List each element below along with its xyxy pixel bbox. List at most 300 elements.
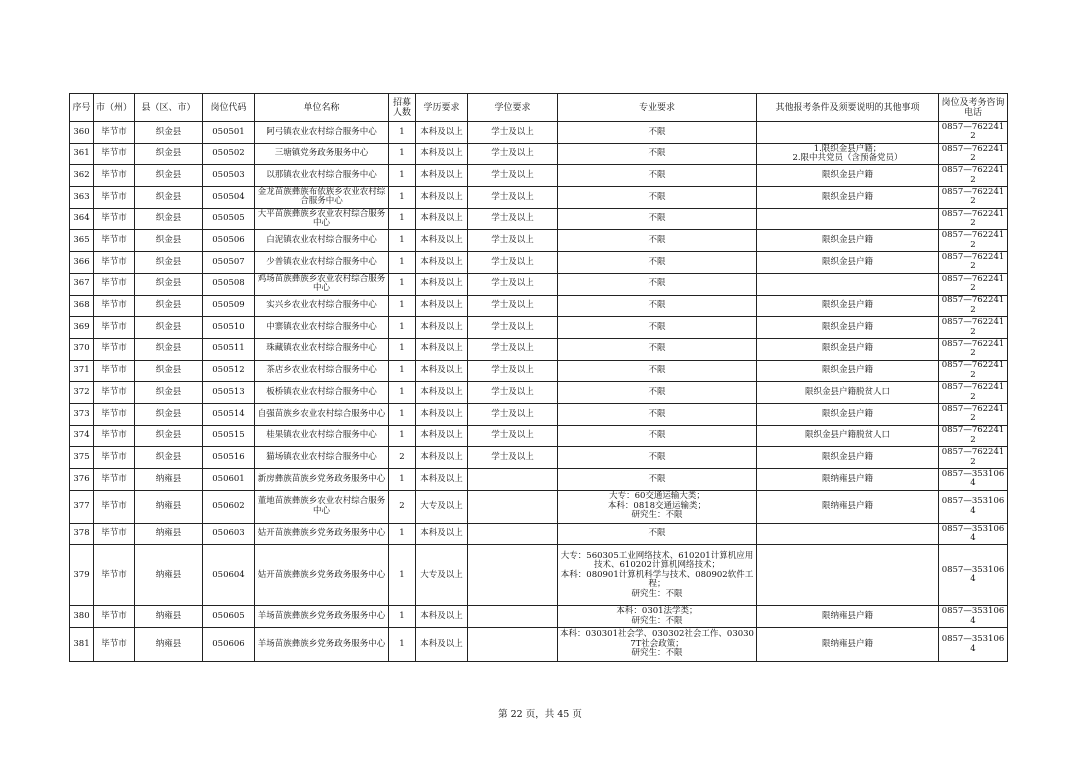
cell-seq: 360	[70, 122, 94, 144]
cell-county: 织金县	[135, 295, 203, 317]
cell-phone: 0857—7622412	[939, 447, 1008, 469]
cell-num: 1	[389, 523, 416, 545]
cell-edu: 本科及以上	[416, 382, 468, 404]
cell-other-line: 限织金县户籍脱贫人口	[804, 386, 890, 397]
cell-num: 1	[389, 122, 416, 144]
cell-other	[757, 187, 939, 209]
cell-code: 050507	[203, 252, 255, 274]
cell-major-line: 不限	[648, 213, 666, 224]
cell-other	[757, 523, 939, 545]
cell-major	[558, 338, 757, 360]
cell-major	[558, 490, 757, 523]
cell-degree	[468, 628, 558, 662]
cell-major-line: 不限	[648, 126, 666, 137]
cell-other-line: 限纳雍县户籍	[821, 500, 873, 511]
cell-phone: 0857—7622412	[939, 122, 1008, 144]
cell-county: 纳雍县	[135, 606, 203, 628]
cell-county: 织金县	[135, 447, 203, 469]
col-other-header: 其他报考条件及须要说明的其他事项	[757, 94, 939, 122]
cell-other	[757, 382, 939, 404]
cell-num: 2	[389, 490, 416, 523]
cell-seq: 366	[70, 252, 94, 274]
recruitment-table-container	[69, 93, 1007, 662]
cell-code: 050501	[203, 122, 255, 144]
cell-phone: 0857—3531064	[939, 606, 1008, 628]
cell-num: 1	[389, 230, 416, 252]
cell-degree: 学士及以上	[468, 403, 558, 425]
cell-seq: 367	[70, 273, 94, 295]
cell-phone: 0857—7622412	[939, 425, 1008, 447]
cell-code: 050605	[203, 606, 255, 628]
cell-county: 织金县	[135, 230, 203, 252]
col-city-header: 市（州）	[94, 94, 135, 122]
cell-major	[558, 523, 757, 545]
cell-county: 纳雍县	[135, 490, 203, 523]
cell-major	[558, 628, 757, 662]
cell-edu: 本科及以上	[416, 447, 468, 469]
cell-seq: 376	[70, 469, 94, 491]
cell-num: 1	[389, 338, 416, 360]
recruitment-table	[69, 93, 1008, 662]
cell-unit: 珠藏镇农业农村综合服务中心	[255, 338, 389, 360]
cell-county: 织金县	[135, 338, 203, 360]
cell-major	[558, 360, 757, 382]
cell-other	[757, 165, 939, 187]
cell-city: 毕节市	[94, 295, 135, 317]
cell-code: 050506	[203, 230, 255, 252]
cell-other	[757, 545, 939, 606]
cell-degree: 学士及以上	[468, 122, 558, 144]
cell-seq: 371	[70, 360, 94, 382]
cell-num: 1	[389, 545, 416, 606]
cell-city: 毕节市	[94, 165, 135, 187]
cell-major-line: 不限	[648, 278, 666, 289]
cell-county: 织金县	[135, 165, 203, 187]
cell-other-line: 限织金县户籍	[821, 169, 873, 180]
cell-unit: 羊场苗族彝族乡党务政务服务中心	[255, 628, 389, 662]
table-row	[70, 273, 1008, 295]
cell-city: 毕节市	[94, 606, 135, 628]
cell-edu: 本科及以上	[416, 628, 468, 662]
cell-other-line: 限织金县户籍	[821, 235, 873, 246]
cell-seq: 373	[70, 403, 94, 425]
cell-unit: 板桥镇农业农村综合服务中心	[255, 382, 389, 404]
cell-major	[558, 187, 757, 209]
cell-edu: 大专及以上	[416, 545, 468, 606]
cell-county: 织金县	[135, 122, 203, 144]
cell-county: 织金县	[135, 208, 203, 230]
cell-seq: 363	[70, 187, 94, 209]
cell-city: 毕节市	[94, 490, 135, 523]
cell-num: 1	[389, 295, 416, 317]
cell-major	[558, 606, 757, 628]
cell-seq: 364	[70, 208, 94, 230]
cell-city: 毕节市	[94, 230, 135, 252]
col-code-header: 岗位代码	[203, 94, 255, 122]
cell-degree	[468, 545, 558, 606]
cell-phone: 0857—7622412	[939, 252, 1008, 274]
table-row	[70, 628, 1008, 662]
cell-num: 1	[389, 143, 416, 165]
cell-county: 纳雍县	[135, 469, 203, 491]
cell-seq: 379	[70, 545, 94, 606]
col-phone-header: 岗位及考务咨询电话	[939, 94, 1008, 122]
cell-other	[757, 252, 939, 274]
cell-edu: 本科及以上	[416, 252, 468, 274]
cell-code: 050604	[203, 545, 255, 606]
cell-major	[558, 545, 757, 606]
cell-city: 毕节市	[94, 523, 135, 545]
table-row	[70, 469, 1008, 491]
cell-code: 050512	[203, 360, 255, 382]
cell-major-line: 研究生：不限	[631, 615, 683, 626]
table-header-row	[70, 94, 1008, 122]
cell-code: 050510	[203, 317, 255, 339]
cell-other	[757, 490, 939, 523]
cell-num: 1	[389, 252, 416, 274]
cell-unit: 自强苗族乡农业农村综合服务中心	[255, 403, 389, 425]
cell-seq: 368	[70, 295, 94, 317]
cell-num: 1	[389, 425, 416, 447]
table-row	[70, 403, 1008, 425]
cell-major-line: 研究生：不限	[631, 648, 683, 659]
cell-city: 毕节市	[94, 338, 135, 360]
cell-other	[757, 273, 939, 295]
cell-unit: 桂果镇农业农村综合服务中心	[255, 425, 389, 447]
cell-county: 织金县	[135, 360, 203, 382]
cell-phone: 0857—3531064	[939, 545, 1008, 606]
cell-seq: 365	[70, 230, 94, 252]
cell-degree: 学士及以上	[468, 425, 558, 447]
cell-other	[757, 628, 939, 662]
cell-unit: 白泥镇农业农村综合服务中心	[255, 230, 389, 252]
cell-other	[757, 208, 939, 230]
cell-num: 1	[389, 360, 416, 382]
cell-major-line: 本科：0301法学类；	[616, 606, 698, 617]
cell-degree: 学士及以上	[468, 143, 558, 165]
cell-city: 毕节市	[94, 425, 135, 447]
cell-other-line: 限纳雍县户籍	[821, 473, 873, 484]
cell-edu: 本科及以上	[416, 469, 468, 491]
cell-other-line: 限织金县户籍脱贫人口	[804, 430, 890, 441]
table-row	[70, 122, 1008, 144]
cell-degree: 学士及以上	[468, 187, 558, 209]
cell-seq: 374	[70, 425, 94, 447]
cell-county: 织金县	[135, 187, 203, 209]
cell-major-line: 不限	[648, 451, 666, 462]
cell-city: 毕节市	[94, 382, 135, 404]
cell-unit: 大平苗族彝族乡农业农村综合服务中心	[255, 208, 389, 230]
cell-seq: 361	[70, 143, 94, 165]
cell-degree: 学士及以上	[468, 252, 558, 274]
table-row	[70, 208, 1008, 230]
cell-degree: 学士及以上	[468, 273, 558, 295]
cell-county: 纳雍县	[135, 545, 203, 606]
table-row	[70, 295, 1008, 317]
cell-degree: 学士及以上	[468, 295, 558, 317]
cell-seq: 375	[70, 447, 94, 469]
cell-phone: 0857—7622412	[939, 403, 1008, 425]
cell-edu: 本科及以上	[416, 360, 468, 382]
cell-city: 毕节市	[94, 317, 135, 339]
cell-phone: 0857—7622412	[939, 317, 1008, 339]
cell-edu: 本科及以上	[416, 143, 468, 165]
cell-num: 1	[389, 208, 416, 230]
cell-major-line: 不限	[648, 365, 666, 376]
cell-unit: 姑开苗族彝族乡党务政务服务中心	[255, 523, 389, 545]
table-row	[70, 360, 1008, 382]
cell-major-line: 不限	[648, 386, 666, 397]
cell-city: 毕节市	[94, 360, 135, 382]
cell-other-line: 限纳雍县户籍	[821, 638, 873, 649]
table-row	[70, 338, 1008, 360]
cell-unit: 金龙苗族彝族布依族乡农业农村综合服务中心	[255, 187, 389, 209]
cell-major-line: 本科：080901计算机科学与技术、080902软件工程；	[560, 569, 754, 590]
cell-code: 050601	[203, 469, 255, 491]
cell-num: 1	[389, 165, 416, 187]
cell-edu: 本科及以上	[416, 523, 468, 545]
cell-county: 织金县	[135, 382, 203, 404]
table-row	[70, 523, 1008, 545]
cell-num: 1	[389, 628, 416, 662]
cell-unit: 茶店乡农业农村综合服务中心	[255, 360, 389, 382]
cell-degree: 学士及以上	[468, 360, 558, 382]
cell-seq: 370	[70, 338, 94, 360]
cell-major	[558, 252, 757, 274]
cell-major	[558, 230, 757, 252]
cell-city: 毕节市	[94, 122, 135, 144]
cell-num: 1	[389, 469, 416, 491]
cell-other-line: 限织金县户籍	[821, 321, 873, 332]
cell-other-line: 限织金县户籍	[821, 408, 873, 419]
cell-num: 1	[389, 606, 416, 628]
cell-county: 织金县	[135, 143, 203, 165]
cell-code: 050602	[203, 490, 255, 523]
cell-seq: 381	[70, 628, 94, 662]
cell-other	[757, 317, 939, 339]
cell-other	[757, 469, 939, 491]
cell-phone: 0857—7622412	[939, 338, 1008, 360]
cell-major-line: 不限	[648, 528, 666, 539]
col-unit-header: 单位名称	[255, 94, 389, 122]
cell-county: 织金县	[135, 252, 203, 274]
cell-other	[757, 143, 939, 165]
cell-major	[558, 122, 757, 144]
cell-unit: 姑开苗族彝族乡党务政务服务中心	[255, 545, 389, 606]
cell-code: 050509	[203, 295, 255, 317]
cell-city: 毕节市	[94, 143, 135, 165]
table-row	[70, 490, 1008, 523]
cell-degree: 学士及以上	[468, 208, 558, 230]
cell-seq: 362	[70, 165, 94, 187]
cell-major-line: 不限	[648, 169, 666, 180]
cell-code: 050508	[203, 273, 255, 295]
cell-city: 毕节市	[94, 628, 135, 662]
cell-degree	[468, 469, 558, 491]
col-num-header: 招募人数	[389, 94, 416, 122]
cell-major	[558, 295, 757, 317]
table-row	[70, 230, 1008, 252]
cell-unit: 实兴乡农业农村综合服务中心	[255, 295, 389, 317]
cell-city: 毕节市	[94, 187, 135, 209]
cell-other	[757, 425, 939, 447]
cell-unit: 鸡场苗族彝族乡农业农村综合服务中心	[255, 273, 389, 295]
table-row	[70, 187, 1008, 209]
cell-phone: 0857—7622412	[939, 360, 1008, 382]
cell-unit: 三塘镇党务政务服务中心	[255, 143, 389, 165]
cell-major	[558, 425, 757, 447]
cell-phone: 0857—3531064	[939, 523, 1008, 545]
cell-degree	[468, 606, 558, 628]
cell-phone: 0857—3531064	[939, 490, 1008, 523]
cell-county: 织金县	[135, 317, 203, 339]
cell-num: 1	[389, 382, 416, 404]
table-row	[70, 143, 1008, 165]
cell-phone: 0857—7622412	[939, 273, 1008, 295]
cell-num: 1	[389, 187, 416, 209]
cell-other-line: 限织金县户籍	[821, 300, 873, 311]
cell-city: 毕节市	[94, 545, 135, 606]
cell-major-line: 研究生：不限	[631, 510, 683, 521]
cell-other-line: 限织金县户籍	[821, 343, 873, 354]
table-row	[70, 252, 1008, 274]
cell-edu: 本科及以上	[416, 403, 468, 425]
cell-major-line: 本科：030301社会学、030302社会工作、030307T社会政策；	[560, 629, 754, 649]
cell-seq: 380	[70, 606, 94, 628]
cell-major-line: 研究生：不限	[631, 588, 683, 599]
cell-county: 织金县	[135, 425, 203, 447]
cell-major-line: 不限	[648, 300, 666, 311]
cell-degree: 学士及以上	[468, 230, 558, 252]
cell-other-line: 限织金县户籍	[821, 451, 873, 462]
table-row	[70, 382, 1008, 404]
cell-other-line: 限织金县户籍	[821, 191, 873, 202]
cell-unit: 新房彝族苗族乡党务政务服务中心	[255, 469, 389, 491]
cell-other	[757, 447, 939, 469]
cell-major	[558, 208, 757, 230]
cell-major-line: 不限	[648, 256, 666, 267]
cell-major	[558, 317, 757, 339]
cell-major	[558, 273, 757, 295]
cell-phone: 0857—7622412	[939, 208, 1008, 230]
table-row	[70, 165, 1008, 187]
cell-major-line: 不限	[648, 408, 666, 419]
cell-county: 纳雍县	[135, 628, 203, 662]
cell-edu: 本科及以上	[416, 295, 468, 317]
cell-phone: 0857—3531064	[939, 628, 1008, 662]
cell-major	[558, 143, 757, 165]
cell-code: 050502	[203, 143, 255, 165]
cell-major	[558, 447, 757, 469]
cell-county: 织金县	[135, 403, 203, 425]
cell-code: 050603	[203, 523, 255, 545]
cell-unit: 羊场苗族彝族乡党务政务服务中心	[255, 606, 389, 628]
cell-degree: 学士及以上	[468, 382, 558, 404]
table-row	[70, 606, 1008, 628]
cell-other	[757, 230, 939, 252]
cell-major	[558, 403, 757, 425]
col-degree-header: 学位要求	[468, 94, 558, 122]
cell-edu: 本科及以上	[416, 230, 468, 252]
cell-city: 毕节市	[94, 469, 135, 491]
cell-unit: 少普镇农业农村综合服务中心	[255, 252, 389, 274]
cell-major	[558, 382, 757, 404]
cell-code: 050606	[203, 628, 255, 662]
cell-degree: 学士及以上	[468, 165, 558, 187]
cell-city: 毕节市	[94, 273, 135, 295]
cell-other	[757, 295, 939, 317]
cell-other-line: 1.限织金县户籍；	[813, 143, 882, 154]
cell-unit: 阿弓镇农业农村综合服务中心	[255, 122, 389, 144]
cell-phone: 0857—7622412	[939, 165, 1008, 187]
cell-degree: 学士及以上	[468, 317, 558, 339]
cell-major-line: 不限	[648, 148, 666, 159]
cell-edu: 本科及以上	[416, 273, 468, 295]
cell-unit: 以那镇农业农村综合服务中心	[255, 165, 389, 187]
cell-degree	[468, 490, 558, 523]
table-body	[70, 122, 1008, 662]
cell-major-line: 不限	[648, 343, 666, 354]
cell-num: 2	[389, 447, 416, 469]
cell-other-line: 2.限中共党员（含预备党员）	[792, 153, 903, 164]
cell-edu: 本科及以上	[416, 425, 468, 447]
cell-num: 1	[389, 317, 416, 339]
cell-degree: 学士及以上	[468, 447, 558, 469]
cell-major-line: 不限	[648, 430, 666, 441]
cell-major	[558, 469, 757, 491]
cell-city: 毕节市	[94, 447, 135, 469]
cell-other	[757, 122, 939, 144]
cell-seq: 372	[70, 382, 94, 404]
col-major-header: 专业要求	[558, 94, 757, 122]
cell-city: 毕节市	[94, 403, 135, 425]
col-seq-header: 序号	[70, 94, 94, 122]
table-row	[70, 317, 1008, 339]
cell-other-line: 限织金县户籍	[821, 256, 873, 267]
cell-code: 050503	[203, 165, 255, 187]
cell-code: 050515	[203, 425, 255, 447]
page-footer: 第 22 页，共 45 页	[498, 709, 582, 720]
cell-phone: 0857—3531064	[939, 469, 1008, 491]
cell-city: 毕节市	[94, 252, 135, 274]
table-row	[70, 545, 1008, 606]
cell-edu: 本科及以上	[416, 208, 468, 230]
cell-major-line: 不限	[648, 321, 666, 332]
cell-edu: 大专及以上	[416, 490, 468, 523]
cell-city: 毕节市	[94, 208, 135, 230]
cell-phone: 0857—7622412	[939, 382, 1008, 404]
cell-county: 纳雍县	[135, 523, 203, 545]
cell-edu: 本科及以上	[416, 165, 468, 187]
col-county-header: 县（区、市）	[135, 94, 203, 122]
cell-other-line: 限织金县户籍	[821, 365, 873, 376]
col-edu-header: 学历要求	[416, 94, 468, 122]
cell-major	[558, 165, 757, 187]
cell-unit: 董地苗族彝族乡农业农村综合服务中心	[255, 490, 389, 523]
cell-major-line: 不限	[648, 473, 666, 484]
cell-edu: 本科及以上	[416, 187, 468, 209]
cell-code: 050514	[203, 403, 255, 425]
cell-other	[757, 606, 939, 628]
cell-phone: 0857—7622412	[939, 230, 1008, 252]
cell-county: 织金县	[135, 273, 203, 295]
cell-code: 050505	[203, 208, 255, 230]
cell-code: 050504	[203, 187, 255, 209]
cell-edu: 本科及以上	[416, 317, 468, 339]
cell-degree	[468, 523, 558, 545]
cell-code: 050511	[203, 338, 255, 360]
cell-phone: 0857—7622412	[939, 187, 1008, 209]
